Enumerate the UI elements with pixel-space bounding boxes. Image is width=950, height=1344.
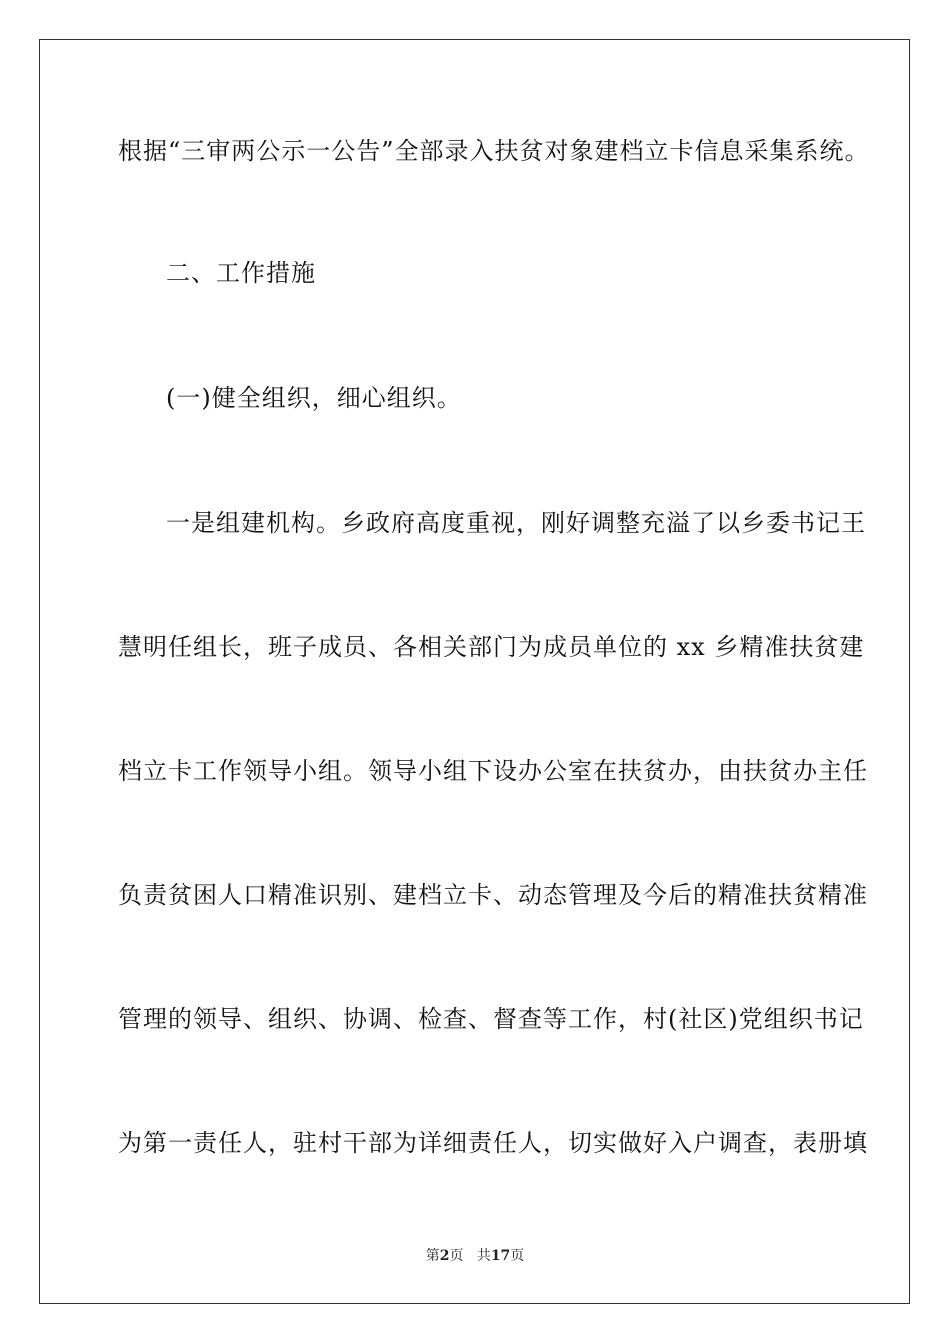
total-suffix: 页 xyxy=(510,1248,525,1264)
body-line-1: 根据“三审两公示一公告”全部录入扶贫对象建档立卡信息采集系统。 xyxy=(118,137,870,165)
total-pages: 17 xyxy=(490,1248,511,1264)
total-prefix: 共 xyxy=(476,1248,491,1264)
page-suffix: 页 xyxy=(449,1248,464,1264)
body-line-8: 管理的领导、组织、协调、检查、督查等工作，村(社区)党组织书记 xyxy=(118,1005,864,1033)
page-prefix: 第 xyxy=(425,1248,440,1264)
subsection-heading: (一)健全组织，细心组织。 xyxy=(166,384,462,412)
section-heading: 二、工作措施 xyxy=(166,259,316,287)
page-frame xyxy=(39,39,910,1304)
page-number: 2 xyxy=(439,1248,450,1264)
body-line-5: 慧明任组长，班子成员、各相关部门为成员单位的 xx 乡精准扶贫建 xyxy=(118,633,865,661)
body-line-4: 一是组建机构。乡政府高度重视，刚好调整充溢了以乡委书记王 xyxy=(166,509,866,537)
page-footer xyxy=(0,1246,950,1266)
body-line-9: 为第一责任人，驻村干部为详细责任人，切实做好入户调查，表册填 xyxy=(118,1129,868,1157)
body-line-6: 档立卡工作领导小组。领导小组下设办公室在扶贫办，由扶贫办主任 xyxy=(118,757,868,785)
body-line-7: 负责贫困人口精准识别、建档立卡、动态管理及今后的精准扶贫精准 xyxy=(118,881,868,909)
